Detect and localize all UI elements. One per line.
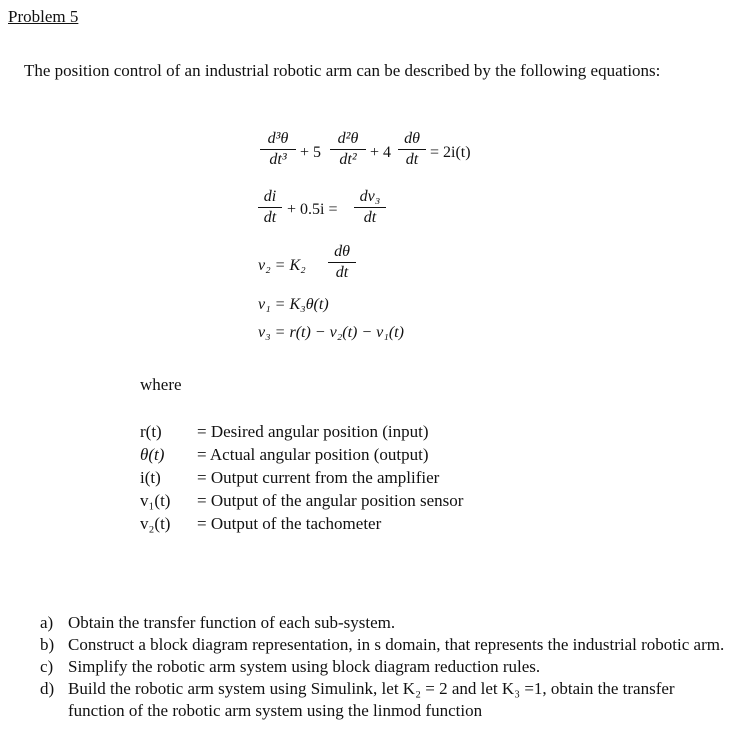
definition-symbol: v₁(t) [140,491,171,510]
task-label: a) [40,613,54,632]
definitions-list [140,420,463,535]
frac-dtheta-dt: dθ dt [328,243,356,282]
definition-row [140,489,463,512]
frac-di-dt: di dt [258,188,282,227]
definition-text: = Output of the tachometer [197,514,382,533]
definition-text: = Desired angular position (input) [197,422,429,441]
task-label: c) [40,657,54,676]
definition-text: = Output current from the amplifier [197,468,440,487]
definition-symbol: i(t) [140,468,161,487]
problem-title: Problem 5 [8,7,79,26]
frac-d3theta: d³θ dt³ [260,130,296,169]
definition-symbol: r(t) [140,422,162,441]
eq1-rhs: = 2i(t) [430,144,471,161]
definition-symbol: v₂(t) [140,514,171,533]
where-label: where [140,375,182,394]
task-list [40,612,730,722]
definition-row [140,512,463,535]
task-item [40,678,730,722]
task-item [40,612,730,634]
task-item [40,656,730,678]
task-label: d) [40,679,55,698]
task-text: Obtain the transfer function of each sub-system. [68,613,396,632]
definition-row [140,466,463,489]
definition-row [140,443,463,466]
frac-dtheta: dθ dt [398,130,426,169]
definition-text: = Output of the angular position sensor [197,491,464,510]
task-text: Construct a block diagram representation, in s domain, that represents the industrial robotic arm. [68,635,725,654]
definition-row [140,420,463,443]
task-label: b) [40,635,55,654]
equation-4: v₁ = K₃θ(t) [258,296,329,313]
task-text: Simplify the robotic arm system using block diagram reduction rules. [68,657,541,676]
eq2-middle: + 0.5i = [287,201,338,218]
eq3-lhs: v₂ = K₂ [258,257,306,274]
intro-paragraph: The position control of an industrial robotic arm can be described by the following equations: [24,61,661,80]
definition-text: = Actual angular position (output) [197,445,429,464]
coef-plus-5: + 5 [300,144,322,161]
definition-symbol: θ(t) [140,445,165,464]
coef-plus-4: + 4 [370,144,392,161]
task-item [40,634,730,656]
task-text: Build the robotic arm system using Simulink, let K₂ = 2 and let K₃ =1, obtain the transfer function of the robotic arm system using the linmod function [68,679,675,720]
equation-5: v₃ = r(t) − v₂(t) − v₁(t) [258,324,404,341]
frac-d2theta: d²θ dt² [330,130,366,169]
frac-dv3-dt: dv₃ dt [354,188,386,227]
